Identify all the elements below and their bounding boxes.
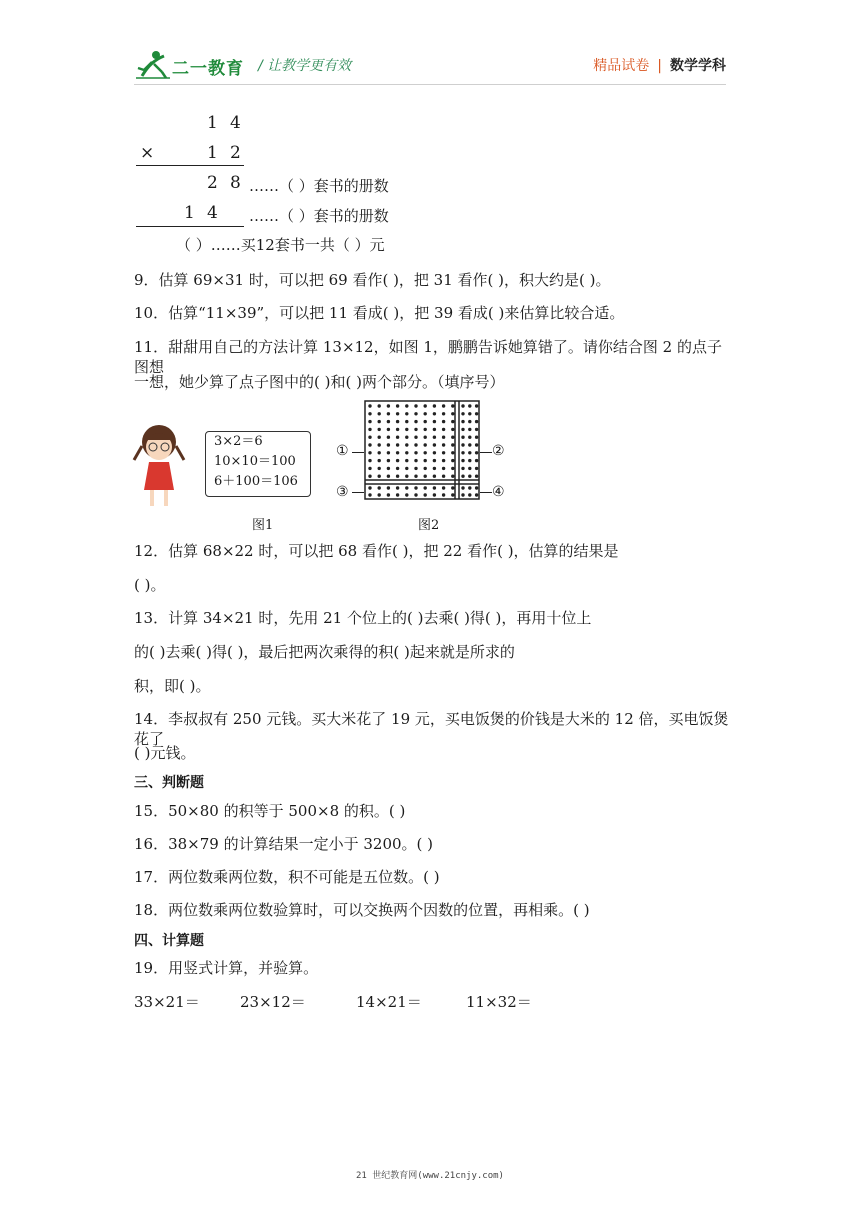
- digit: 4: [207, 203, 218, 223]
- dot: [414, 475, 417, 478]
- dot: [414, 451, 417, 454]
- dot: [424, 459, 427, 462]
- dot: [368, 420, 371, 423]
- dot: [442, 475, 445, 478]
- dot: [475, 467, 478, 470]
- dot: [442, 467, 445, 470]
- dot: [378, 486, 381, 489]
- dot: [424, 420, 427, 423]
- region-label-1: ①: [336, 443, 349, 459]
- dot: [387, 459, 390, 462]
- dot: [405, 493, 408, 496]
- dot: [461, 467, 464, 470]
- question-14-line2: ( )元钱。: [134, 744, 196, 762]
- dot: [387, 451, 390, 454]
- dot: [475, 493, 478, 496]
- dot: [468, 428, 471, 431]
- calc-item: 14×21＝: [356, 993, 422, 1011]
- figure-1-caption: 图1: [252, 518, 274, 533]
- dot: [475, 475, 478, 478]
- header-subject: 数学学科: [670, 58, 726, 74]
- dot: [396, 404, 399, 407]
- dot: [461, 412, 464, 415]
- dot: [414, 443, 417, 446]
- digit: 1: [184, 203, 195, 223]
- dot: [405, 475, 408, 478]
- dot: [387, 420, 390, 423]
- equation-line: 3×2＝6: [214, 434, 263, 449]
- dot: [368, 443, 371, 446]
- dot: [424, 443, 427, 446]
- calc-item: 33×21＝: [134, 993, 200, 1011]
- dot: [414, 436, 417, 439]
- dot: [396, 412, 399, 415]
- dot: [442, 459, 445, 462]
- dot: [461, 428, 464, 431]
- dot: [442, 486, 445, 489]
- region-label-2: ②: [492, 443, 505, 459]
- header-right: [593, 55, 726, 75]
- dot: [405, 428, 408, 431]
- dot: [414, 467, 417, 470]
- dot: [461, 459, 464, 462]
- dot: [461, 436, 464, 439]
- dot: [451, 428, 454, 431]
- dot: [475, 459, 478, 462]
- dot: [378, 420, 381, 423]
- dot: [378, 467, 381, 470]
- digit: 1: [207, 143, 218, 163]
- dot: [378, 493, 381, 496]
- dot: [387, 436, 390, 439]
- dot: [405, 420, 408, 423]
- dot: [424, 436, 427, 439]
- dot: [433, 475, 436, 478]
- dot: [396, 443, 399, 446]
- header-separator: |: [657, 58, 662, 74]
- rule-line: [136, 226, 244, 227]
- dot: [414, 420, 417, 423]
- dot: [433, 404, 436, 407]
- dot: [461, 420, 464, 423]
- dot: [368, 428, 371, 431]
- question-10: 10．估算“11×39”，可以把 11 看成( )，把 39 看成( )来估算比较合适。: [134, 304, 625, 322]
- dot: [405, 443, 408, 446]
- dot: [461, 443, 464, 446]
- dot: [468, 475, 471, 478]
- dot: [378, 404, 381, 407]
- figure-2-caption: 图2: [418, 518, 440, 533]
- dot: [396, 486, 399, 489]
- times-sign: ×: [140, 143, 155, 163]
- dot: [468, 443, 471, 446]
- calc-item: 23×12＝: [240, 993, 306, 1011]
- dot: [461, 493, 464, 496]
- dot: [468, 451, 471, 454]
- dot: [442, 436, 445, 439]
- dot: [451, 436, 454, 439]
- dot: [405, 486, 408, 489]
- dot: [368, 436, 371, 439]
- dot: [442, 428, 445, 431]
- header-slogan: / 让教学更有效: [258, 58, 352, 74]
- dot: [468, 486, 471, 489]
- question-11-line2: 一想，她少算了点子图中的( )和( )两个部分。（填序号）: [134, 373, 505, 391]
- dot: [468, 420, 471, 423]
- dot: [461, 451, 464, 454]
- dot: [475, 443, 478, 446]
- dot: [387, 428, 390, 431]
- question-13-line1: 13．计算 34×21 时，先用 21 个位上的( )去乘( )得( )，再用十位上: [134, 609, 592, 627]
- dot: [433, 459, 436, 462]
- dot: [461, 475, 464, 478]
- page-footer: 21 世纪教育网(www.21cnjy.com): [356, 1171, 504, 1181]
- dot: [368, 493, 371, 496]
- dot: [475, 404, 478, 407]
- dot: [433, 486, 436, 489]
- dot: [368, 459, 371, 462]
- girl-illustration: [132, 420, 186, 510]
- dot: [451, 493, 454, 496]
- dot: [451, 420, 454, 423]
- dot: [368, 467, 371, 470]
- dot: [461, 486, 464, 489]
- dot: [451, 404, 454, 407]
- dot: [468, 412, 471, 415]
- dot: [378, 451, 381, 454]
- dot: [405, 467, 408, 470]
- dot: [468, 436, 471, 439]
- dot: [468, 459, 471, 462]
- dot: [414, 459, 417, 462]
- question-17: 17．两位数乘两位数，积不可能是五位数。( ): [134, 868, 440, 886]
- question-12-line1: 12．估算 68×22 时，可以把 68 看作( )，把 22 看作( )，估算的结果是: [134, 542, 619, 560]
- dot: [414, 428, 417, 431]
- digit: 8: [230, 173, 241, 193]
- header-premium: 精品试卷: [593, 58, 650, 74]
- dot: [378, 443, 381, 446]
- calc-item: 11×32＝: [466, 993, 532, 1011]
- dot: [387, 412, 390, 415]
- region-label-4: ④: [492, 484, 505, 500]
- pointer-line: [352, 492, 364, 493]
- partial-product-note: ……（ ）套书的册数: [249, 207, 389, 225]
- dot: [368, 412, 371, 415]
- dot: [451, 451, 454, 454]
- dot: [414, 493, 417, 496]
- dot: [387, 443, 390, 446]
- question-19: 19．用竖式计算，并验算。: [134, 959, 319, 977]
- dot: [378, 459, 381, 462]
- dot: [468, 404, 471, 407]
- dot: [468, 493, 471, 496]
- dot: [424, 412, 427, 415]
- pointer-line: [352, 452, 364, 453]
- dot: [424, 404, 427, 407]
- section-3-title: 三、判断题: [134, 775, 204, 791]
- dot: [368, 404, 371, 407]
- region-label-3: ③: [336, 484, 349, 500]
- question-14-line1: 14．李叔叔有 250 元钱。买大米花了 19 元，买电饭煲的价钱是大米的 12 倍，买电饭煲花了: [134, 710, 729, 748]
- dot: [468, 467, 471, 470]
- dot: [433, 436, 436, 439]
- question-13-line3: 积，即( )。: [134, 677, 211, 695]
- dot: [424, 428, 427, 431]
- dot: [433, 451, 436, 454]
- dot: [451, 459, 454, 462]
- dot: [442, 412, 445, 415]
- dot: [368, 486, 371, 489]
- dot: [451, 467, 454, 470]
- pointer-line: [480, 492, 492, 493]
- question-15: 15．50×80 的积等于 500×8 的积。( ): [134, 802, 406, 820]
- equation-line: 10×10＝100: [214, 454, 296, 469]
- dot: [378, 475, 381, 478]
- dot-array: [364, 400, 480, 500]
- dot: [368, 475, 371, 478]
- dot: [387, 475, 390, 478]
- question-16: 16．38×79 的计算结果一定小于 3200。( ): [134, 835, 434, 853]
- dot: [433, 493, 436, 496]
- dot: [414, 404, 417, 407]
- dot: [451, 486, 454, 489]
- dot: [451, 412, 454, 415]
- dot: [475, 420, 478, 423]
- dot: [396, 493, 399, 496]
- dot: [378, 428, 381, 431]
- dot: [405, 412, 408, 415]
- dot: [475, 451, 478, 454]
- equation-line: 6＋100＝106: [214, 474, 298, 489]
- dot: [405, 451, 408, 454]
- dot: [442, 420, 445, 423]
- dot: [378, 436, 381, 439]
- digit: 4: [230, 113, 241, 133]
- dot: [451, 475, 454, 478]
- dot: [475, 436, 478, 439]
- dot: [387, 404, 390, 407]
- question-13-line2: 的( )去乘( )得( )，最后把两次乘得的积( )起来就是所求的: [134, 643, 515, 661]
- partial-product-note: ……（ ）套书的册数: [249, 177, 389, 195]
- dot: [433, 428, 436, 431]
- dot: [396, 451, 399, 454]
- dot: [405, 404, 408, 407]
- dot: [405, 436, 408, 439]
- dot: [396, 475, 399, 478]
- dot: [433, 420, 436, 423]
- logo-text: 二一教育: [172, 59, 244, 79]
- dot: [378, 412, 381, 415]
- dot: [442, 493, 445, 496]
- question-18: 18．两位数乘两位数验算时，可以交换两个因数的位置，再相乘。( ): [134, 901, 590, 919]
- rule-line: [136, 165, 244, 166]
- digit: 2: [207, 173, 218, 193]
- dot: [451, 443, 454, 446]
- dot: [442, 404, 445, 407]
- pointer-line: [480, 452, 492, 453]
- page-header: [0, 0, 860, 100]
- dot: [396, 459, 399, 462]
- dot: [433, 467, 436, 470]
- question-12-line2: ( )。: [134, 576, 166, 594]
- dot: [442, 443, 445, 446]
- dot: [396, 467, 399, 470]
- dot: [387, 467, 390, 470]
- dot: [433, 443, 436, 446]
- dot: [475, 428, 478, 431]
- dot: [424, 493, 427, 496]
- header-divider: [134, 84, 726, 85]
- dot: [475, 486, 478, 489]
- dot: [424, 475, 427, 478]
- dot: [475, 412, 478, 415]
- dot: [387, 486, 390, 489]
- dot: [387, 493, 390, 496]
- dot: [433, 412, 436, 415]
- question-11-line1: 11．甜甜用自己的方法计算 13×12，如图 1，鹏鹏告诉她算错了。请你结合图 2 的点子图想: [134, 338, 722, 376]
- dot: [368, 451, 371, 454]
- digit: 2: [230, 143, 241, 163]
- product-note: （ ）……买12套书一共（ ）元: [176, 236, 385, 254]
- dot: [424, 451, 427, 454]
- dot: [396, 428, 399, 431]
- digit: 1: [207, 113, 218, 133]
- dot: [414, 412, 417, 415]
- section-4-title: 四、计算题: [134, 933, 204, 949]
- equation-box: [205, 431, 311, 497]
- dot: [461, 404, 464, 407]
- question-9: 9．估算 69×31 时，可以把 69 看作( )，把 31 看作( )，积大约是( )。: [134, 271, 611, 289]
- dot: [424, 467, 427, 470]
- dot: [396, 420, 399, 423]
- dot: [396, 436, 399, 439]
- dot: [405, 459, 408, 462]
- dot: [442, 451, 445, 454]
- dot: [424, 486, 427, 489]
- dot: [414, 486, 417, 489]
